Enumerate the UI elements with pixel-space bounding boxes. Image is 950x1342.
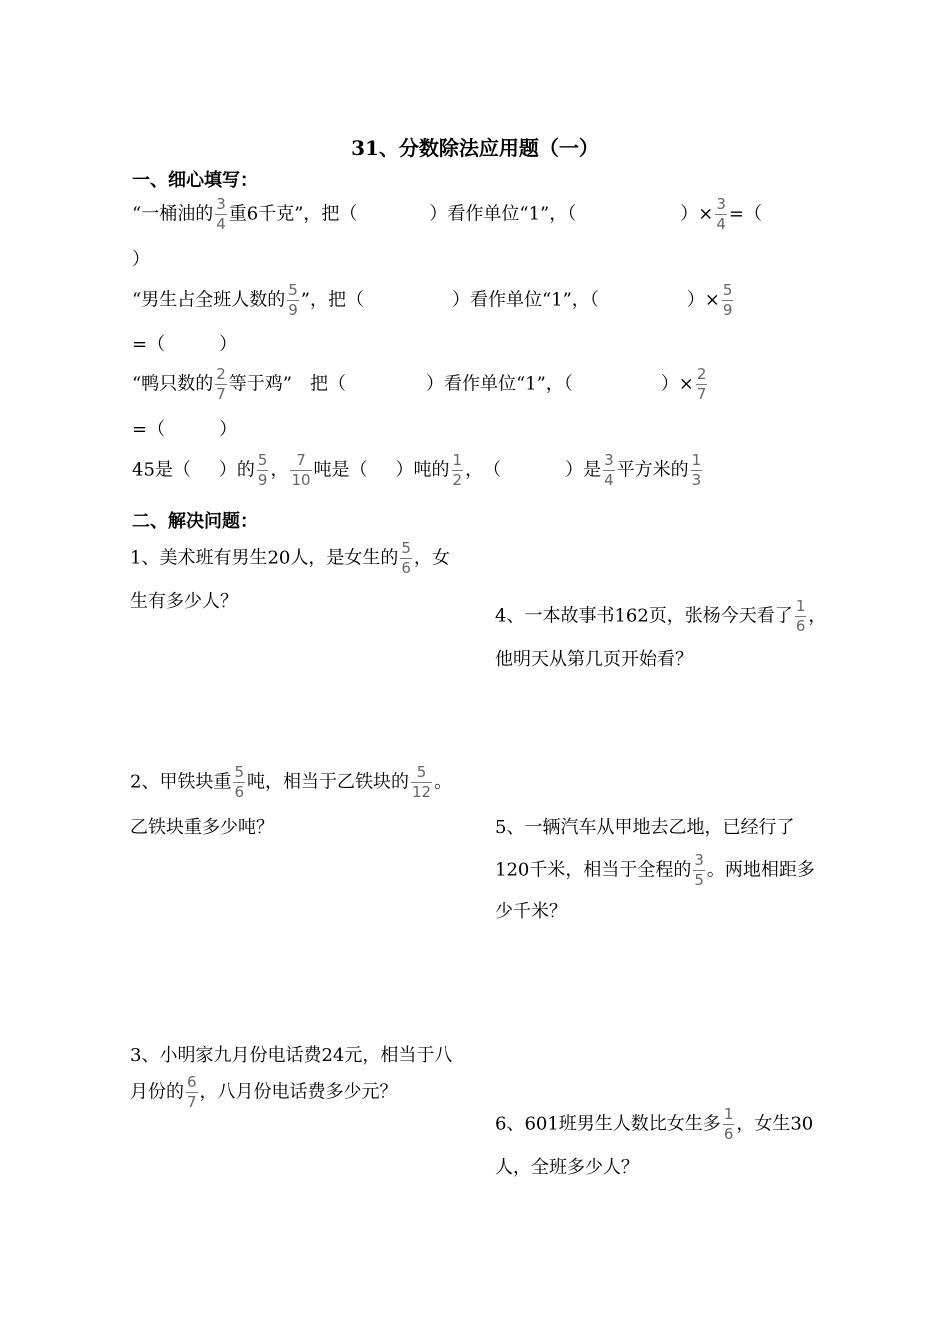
text: ）× [686, 289, 720, 311]
text: ）看作单位“1”，（ [451, 289, 599, 311]
text: ， [270, 459, 289, 481]
text: ， （ [465, 459, 502, 481]
text: 等于鸡” 把（ [228, 373, 346, 395]
text: 6、601班男生人数比女生多 [495, 1113, 721, 1135]
question-5-line-3: 少千米？ [495, 901, 567, 922]
text: 45是（ [132, 459, 191, 481]
fraction: $\frac{5}{6}$ [234, 763, 244, 801]
text: ）是 [565, 459, 602, 481]
fraction: $\frac{5}{12}$ [412, 763, 432, 801]
fraction: $\frac{2}{7}$ [696, 365, 707, 403]
fraction: $\frac{5}{9}$ [288, 281, 298, 319]
fill-line-3-cont: =（ ） [132, 419, 238, 440]
text: ）吨的 [395, 459, 450, 481]
text: 2、甲铁块重 [130, 771, 232, 793]
question-5-line-1: 5、一辆汽车从甲地去乙地，已经行了 [495, 817, 795, 838]
fill-line-3 [132, 366, 709, 403]
fraction: $\frac{3}{5}$ [694, 851, 704, 889]
text: ，八月份电话费多少元？ [199, 1081, 398, 1103]
text: =（ [728, 203, 762, 225]
fraction: $\frac{1}{3}$ [691, 451, 702, 489]
fraction: $\frac{5}{9}$ [257, 451, 268, 489]
fraction: $\frac{7}{10}$ [291, 451, 311, 489]
question-3-line-2 [130, 1074, 398, 1111]
question-6 [495, 1106, 813, 1143]
fraction: $\frac{6}{7}$ [187, 1073, 197, 1111]
text: 1、美术班有男生20人，是女生的 [130, 547, 399, 569]
question-2-line-2: 乙铁块重多少吨？ [130, 817, 274, 838]
text: ）看作单位“1”，（ [425, 373, 573, 395]
text: ”，把（ [300, 289, 364, 311]
fill-line-4 [132, 452, 704, 489]
question-4 [495, 598, 826, 635]
text: ）的 [218, 459, 255, 481]
text: ）看作单位“1”，（ [429, 203, 577, 225]
page-title: 31、分数除法应用题（一） [351, 136, 599, 160]
text: 。两地相距多 [706, 859, 815, 881]
text: ）× [660, 373, 694, 395]
question-6-line-2: 人，全班多少人？ [495, 1157, 639, 1178]
fraction: $\frac{3}{4}$ [604, 451, 614, 489]
fraction: $\frac{3}{4}$ [716, 195, 726, 233]
fill-line-2 [132, 282, 735, 319]
text: 月份的 [130, 1081, 184, 1103]
section-2-heading: 二、解决问题： [132, 511, 258, 532]
text: 吨，相当于乙铁块的 [247, 771, 409, 793]
fraction: $\frac{1}{6}$ [795, 597, 806, 635]
fill-line-2-cont: =（ ） [132, 334, 238, 355]
text: 平方米的 [616, 459, 689, 481]
fraction: $\frac{1}{6}$ [723, 1105, 734, 1143]
text: “一桶油的 [132, 203, 214, 225]
question-3-line-1: 3、小明家九月份电话费24元，相当于八 [130, 1045, 453, 1066]
fill-line-1-cont: ） [132, 249, 150, 270]
fraction: $\frac{3}{4}$ [216, 195, 226, 233]
section-1-heading: 一、细心填写： [132, 170, 258, 191]
question-2 [130, 764, 452, 801]
text: “男生占全班人数的 [132, 289, 286, 311]
fraction: $\frac{2}{7}$ [216, 365, 226, 403]
text: ，女 [413, 547, 450, 569]
question-4-line-2: 他明天从第几页开始看？ [495, 649, 693, 670]
fraction: $\frac{5}{9}$ [722, 281, 733, 319]
question-1-line-2: 生有多少人？ [130, 591, 238, 612]
text: 吨是（ [313, 459, 368, 481]
fill-line-1 [132, 196, 762, 233]
text: “鸭只数的 [132, 373, 214, 395]
text: 重6千克”，把（ [228, 203, 358, 225]
text: ）× [680, 203, 714, 225]
fraction: $\frac{1}{2}$ [452, 451, 463, 489]
text: 4、一本故事书162页，张杨今天看了 [495, 605, 793, 627]
fraction: $\frac{5}{6}$ [401, 539, 411, 577]
text: 120千米，相当于全程的 [495, 859, 692, 881]
question-5-line-2 [495, 852, 815, 889]
text: ，女生30 [736, 1113, 814, 1135]
text: ， [808, 605, 827, 627]
text: 。 [434, 771, 453, 793]
question-1 [130, 540, 450, 577]
